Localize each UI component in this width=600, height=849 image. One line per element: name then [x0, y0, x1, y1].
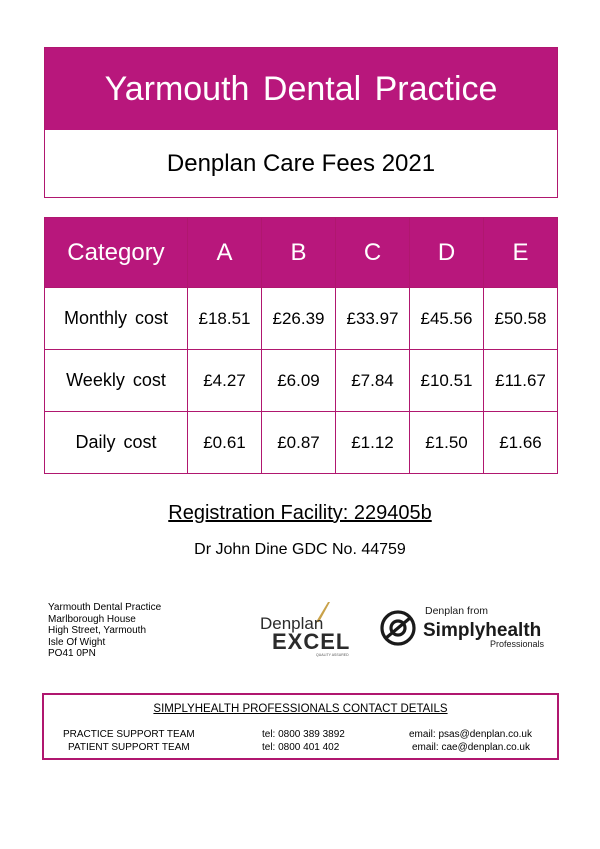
daily-d: £1.50 — [410, 412, 484, 474]
fees-table — [44, 217, 558, 474]
address-line: Isle Of Wight — [48, 636, 106, 648]
address-line: Yarmouth Dental Practice — [48, 602, 162, 613]
table-row — [45, 288, 558, 350]
weekly-d: £10.51 — [410, 350, 484, 412]
category-a-header: A — [188, 218, 262, 288]
row-label-daily: Daily cost — [45, 412, 188, 474]
daily-e: £1.66 — [484, 412, 558, 474]
contact-details-box — [42, 693, 559, 760]
patient-team-label: PATIENT SUPPORT TEAM — [68, 742, 190, 753]
monthly-d: £45.56 — [410, 288, 484, 350]
sh-professionals-text: Professionals — [490, 639, 545, 649]
sh-from-text: Denplan from — [425, 605, 489, 617]
daily-a: £0.61 — [188, 412, 262, 474]
registration-facility: Registration Facility: 229405b — [168, 502, 432, 524]
monthly-e: £50.58 — [484, 288, 558, 350]
category-e-header: E — [484, 218, 558, 288]
category-b-header: B — [262, 218, 336, 288]
address-line: PO41 0PN — [48, 648, 96, 659]
address-line: High Street, Yarmouth — [48, 625, 147, 636]
daily-c: £1.12 — [336, 412, 410, 474]
weekly-a: £4.27 — [188, 350, 262, 412]
practice-address — [48, 602, 161, 660]
weekly-b: £6.09 — [262, 350, 336, 412]
patient-tel: tel: 0800 401 402 — [262, 742, 340, 753]
excel-tagline: QUALITY ASSURED — [316, 653, 349, 657]
practice-email: email: psas@denplan.co.uk — [409, 729, 532, 740]
address-line: Marlborough House — [48, 613, 136, 625]
row-label-weekly: Weekly cost — [45, 350, 188, 412]
simplyhealth-logo — [378, 603, 558, 651]
table-row — [45, 350, 558, 412]
fees-subtitle: Denplan Care Fees 2021 — [166, 150, 436, 177]
category-c-header: C — [336, 218, 410, 288]
practice-tel: tel: 0800 389 3892 — [262, 729, 345, 740]
dentist-gdc: Dr John Dine GDC No. 44759 — [194, 541, 406, 558]
weekly-c: £7.84 — [336, 350, 410, 412]
weekly-e: £11.67 — [484, 350, 558, 412]
simplyhealth-swirl-icon — [382, 612, 414, 644]
category-d-header: D — [410, 218, 484, 288]
excel-wordmark: EXCEL — [272, 629, 351, 654]
sh-name-text: Simplyhealth — [423, 620, 542, 641]
fees-header-row — [45, 218, 558, 288]
title-box — [44, 47, 558, 198]
denplan-wordmark: Denplan — [260, 614, 324, 633]
patient-email: email: cae@denplan.co.uk — [412, 742, 530, 753]
practice-team-label: PRACTICE SUPPORT TEAM — [63, 729, 195, 740]
daily-b: £0.87 — [262, 412, 336, 474]
monthly-b: £26.39 — [262, 288, 336, 350]
monthly-c: £33.97 — [336, 288, 410, 350]
monthly-a: £18.51 — [188, 288, 262, 350]
category-header: Category — [45, 218, 188, 288]
contact-heading: SIMPLYHEALTH PROFESSIONALS CONTACT DETAILS — [153, 703, 448, 715]
row-label-monthly: Monthly cost — [45, 288, 188, 350]
table-row — [45, 412, 558, 474]
denplan-excel-logo — [258, 600, 358, 658]
practice-title: Yarmouth Dental Practice — [45, 48, 557, 130]
